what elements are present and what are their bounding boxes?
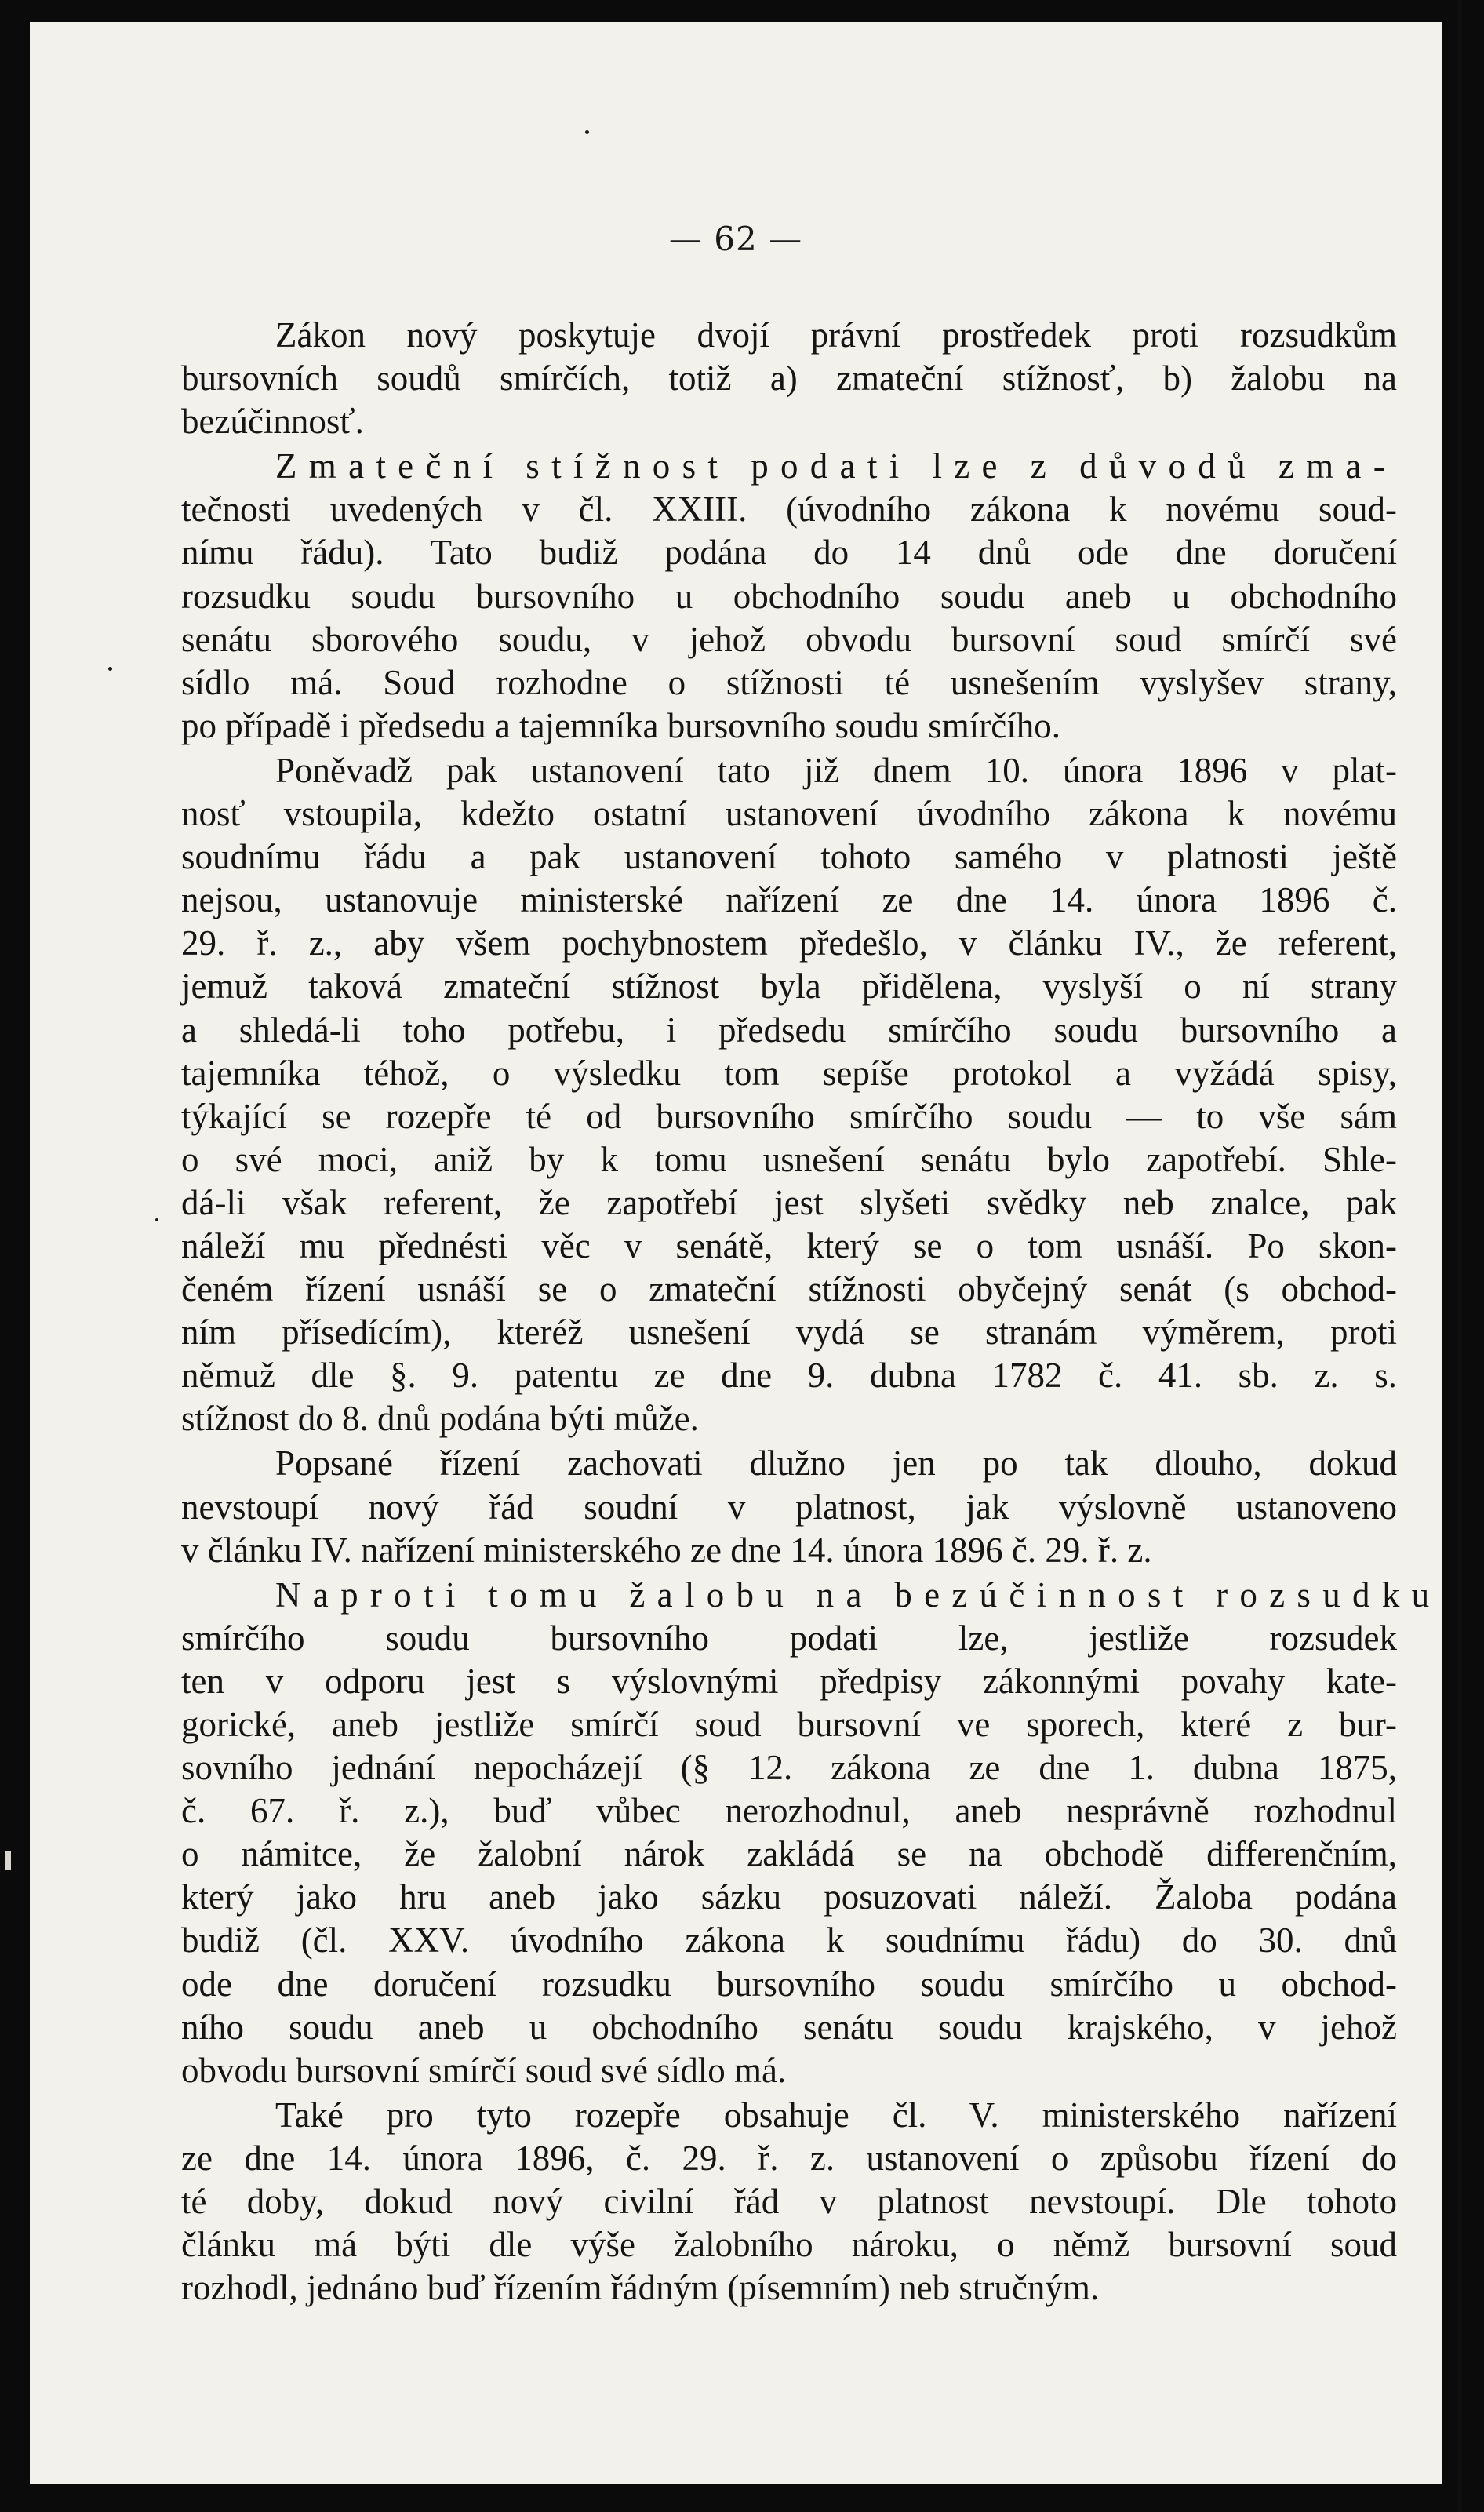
text-line: smírčího soudu bursovního podati lze, jestliže rozsudek <box>181 1618 1397 1658</box>
text-line: němuž dle §. 9. patentu ze dne 9. dubna 1782 č. 41. sb. z. s. <box>181 1356 1397 1396</box>
text-line: bezúčinnosť. <box>181 402 364 442</box>
text-line: ze dne 14. února 1896, č. 29. ř. z. ustanovení o způsobu řízení do <box>181 2138 1397 2178</box>
text-line: Naproti tomu žalobu na bezúčinnost rozsudku <box>275 1575 1442 1615</box>
text-line: č. 67. ř. z.), buď vůbec nerozhodnul, aneb nesprávně rozhodnul <box>181 1791 1397 1831</box>
text-line: budiž (čl. XXV. úvodního zákona k soudnímu řádu) do 30. dnů <box>181 1920 1397 1960</box>
text-line: bursovních soudů smírčích, totiž a) zmateční stížnosť, b) žalobu na <box>181 359 1397 399</box>
text-line: Také pro tyto rozepře obsahuje čl. V. ministerského nařízení <box>275 2095 1397 2135</box>
text-line: tečnosti uvedených v čl. XXIII. (úvodního zákona k novému soud- <box>181 490 1397 530</box>
text-line: o námitce, že žalobní nárok zakládá se na obchodě differenčním, <box>181 1834 1397 1874</box>
text-line: obvodu bursovní smírčí soud své sídlo má. <box>181 2050 787 2090</box>
text-line: Popsané řízení zachovati dlužno jen po tak dlouho, dokud <box>275 1443 1397 1484</box>
book-page <box>30 22 1442 2484</box>
ink-speck <box>585 130 589 134</box>
text-line: sídlo má. Soud rozhodne o stížnosti té usnešením vyslyšev strany, <box>181 662 1397 702</box>
page-number: — 62 — <box>668 220 803 258</box>
text-line: Zákon nový poskytuje dvojí právní prostředek proti rozsudkům <box>275 315 1397 355</box>
text-line: čeném řízení usnáší se o zmateční stížnosti obyčejný senát (s obchod- <box>181 1269 1397 1309</box>
text-line: gorické, aneb jestliže smírčí soud bursovní ve sporech, které z bur- <box>181 1705 1397 1744</box>
text-line: rozsudku soudu bursovního u obchodního soudu aneb u obchodního <box>181 576 1397 616</box>
paragraph-zaloba <box>181 1574 1442 2092</box>
paragraph-intro <box>181 314 1397 443</box>
text-line: stížnost do 8. dnů podána býti může. <box>181 1399 699 1439</box>
text-line: Poněvadž pak ustanovení tato již dnem 10. února 1896 v plat- <box>275 750 1397 790</box>
text-line: té doby, dokud nový civilní řád v platnost nevstoupí. Dle tohoto <box>181 2182 1397 2222</box>
ink-speck <box>155 1218 158 1221</box>
paragraph-popsane-rizeni <box>181 1442 1397 1571</box>
text-line: ten v odporu jest s výslovnými předpisy zákonnými povahy kate- <box>181 1661 1397 1701</box>
text-line: senátu sborového soudu, v jehož obvodu bursovní soud smírčí své <box>181 619 1397 659</box>
text-line: ode dne doručení rozsudku bursovního soudu smírčího u obchod- <box>181 1964 1397 2004</box>
text-line: článku má býti dle výše žalobního nároku, o němž bursovní soud <box>181 2225 1397 2265</box>
paragraph-ustanoveni <box>181 749 1397 1441</box>
page-edge-right <box>1457 0 1462 2512</box>
text-line: ním přísedícím), kteréž usnešení vydá se stranám výměrem, proti <box>181 1312 1397 1352</box>
text-line: ního soudu aneb u obchodního senátu soudu krajského, v jehož <box>181 2007 1397 2047</box>
text-line: který jako hru aneb jako sázku posuzovati náleží. Žaloba podána <box>181 1877 1397 1917</box>
text-line: náleží mu přednésti věc v senátě, který se o tom usnáší. Po skon- <box>181 1225 1397 1265</box>
text-line: rozhodl, jednáno buď řízením řádným (písemním) neb stručným. <box>181 2268 1100 2308</box>
text-line: jemuž taková zmateční stížnost byla přidělena, vyslyší o ní strany <box>181 967 1397 1007</box>
binding-mark <box>5 1851 11 1870</box>
text-line: dá-li však referent, že zapotřebí jest slyšeti svědky neb znalce, pak <box>181 1182 1397 1222</box>
text-line: nejsou, ustanovuje ministerské nařízení ze dne 14. února 1896 č. <box>181 880 1397 920</box>
ink-speck <box>108 667 112 671</box>
text-line: v článku IV. nařízení ministerského ze dne 14. února 1896 č. 29. ř. z. <box>181 1530 1152 1570</box>
text-line: soudnímu řádu a pak ustanovení tohoto samého v platnosti ještě <box>181 837 1397 877</box>
text-line: nímu řádu). Tato budiž podána do 14 dnů ode dne doručení <box>181 533 1397 573</box>
text-line: tajemníka téhož, o výsledku tom sepíše protokol a vyžádá spisy, <box>181 1053 1397 1093</box>
text-line: a shledá-li toho potřebu, i předsedu smírčího soudu bursovního a <box>181 1010 1397 1050</box>
text-line: Zmateční stížnost podati lze z důvodů zma- <box>275 446 1397 486</box>
body-text <box>181 314 1442 2311</box>
text-line: 29. ř. z., aby všem pochybnostem předešlo, v článku IV., že referent, <box>181 923 1397 963</box>
text-line: o své moci, aniž by k tomu usnešení senátu bylo zapotřebí. Shle- <box>181 1139 1397 1179</box>
text-line: nosť vstoupila, kdežto ostatní ustanovení úvodního zákona k novému <box>181 794 1397 834</box>
text-line: nevstoupí nový řád soudní v platnost, jak výslovně ustanoveno <box>181 1487 1397 1527</box>
paragraph-take-pro-tyto <box>181 2094 1397 2310</box>
text-line: sovního jednání nepocházejí (§ 12. zákona ze dne 1. dubna 1875, <box>181 1748 1397 1788</box>
paragraph-zmatecni-stiznost <box>181 445 1397 748</box>
text-line: týkající se rozepře té od bursovního smírčího soudu — to vše sám <box>181 1096 1397 1136</box>
text-line: po případě i předsedu a tajemníka bursovního soudu smírčího. <box>181 705 1061 745</box>
